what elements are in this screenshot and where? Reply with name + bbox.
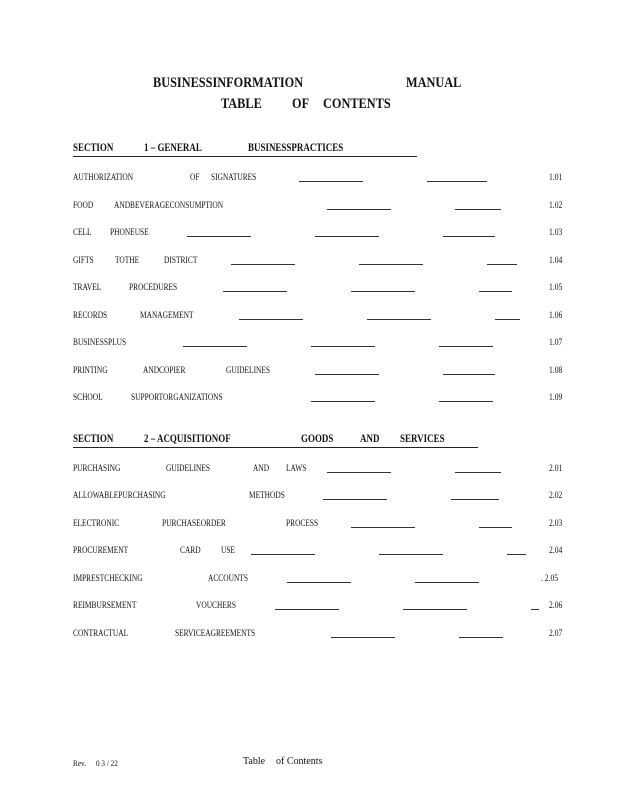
- entry-text-part: TOTHE: [115, 256, 140, 266]
- entry-text-part: FOOD: [73, 201, 94, 211]
- leader-line: [315, 236, 379, 237]
- leader-line: [479, 527, 512, 528]
- leader-line: [415, 582, 479, 583]
- entry-text-part: ALLOWABLEPURCHASING: [73, 491, 166, 501]
- leader-line: [427, 181, 487, 182]
- toc-title-word-2: OF: [292, 96, 310, 112]
- leader-line: [327, 209, 391, 210]
- manual-title-left: BUSINESSINFORMATION: [153, 75, 304, 91]
- section-2-heading-part-1: SECTION: [73, 433, 114, 445]
- toc-title-word-1: TABLE: [221, 96, 262, 112]
- entry-text-part: METHODS: [249, 491, 285, 501]
- page-number: 1.04: [549, 256, 563, 266]
- leader-line: [251, 554, 315, 555]
- page-number: 1.05: [549, 283, 563, 293]
- page-number: 1.03: [549, 228, 563, 238]
- section-2-heading-part-3: GOODS: [301, 433, 334, 445]
- entry-text-part: ACCOUNTS: [208, 574, 248, 584]
- entry-text-part: AND: [253, 464, 270, 474]
- entry-text-part: TRAVEL: [73, 283, 102, 293]
- leader-line: [359, 264, 423, 265]
- page-number: 2.07: [549, 629, 563, 639]
- footer-rev-date: 0 3 / 22: [96, 758, 118, 768]
- leader-line: [403, 609, 467, 610]
- entry-text-part: MANAGEMENT: [140, 311, 194, 321]
- section-2-underline: [73, 447, 478, 448]
- entry-text-part: BUSINESSPLUS: [73, 338, 127, 348]
- leader-line: [479, 291, 512, 292]
- page-number: 2.06: [549, 601, 563, 611]
- entry-text-part: PROCESS: [286, 519, 319, 529]
- footer-rev-label: Rev.: [73, 758, 86, 768]
- leader-line: [439, 401, 493, 402]
- section-2-heading-part-4: AND: [360, 433, 380, 445]
- section-1-heading-part-3: BUSINESSPRACTICES: [248, 142, 344, 154]
- leader-line: [351, 527, 415, 528]
- entry-text-part: GUIDELINES: [166, 464, 211, 474]
- leader-line: [311, 346, 375, 347]
- leader-line: [459, 637, 503, 638]
- leader-line: [187, 236, 251, 237]
- entry-text-part: DISTRICT: [164, 256, 198, 266]
- leader-line: [299, 181, 363, 182]
- leader-line: [311, 401, 375, 402]
- entry-text-part: SCHOOL: [73, 393, 103, 403]
- leader-line: [231, 264, 295, 265]
- entry-text-part: OF: [190, 173, 200, 183]
- entry-text-part: SERVICEAGREEMENTS: [175, 629, 256, 639]
- entry-text-part: VOUCHERS: [196, 601, 236, 611]
- section-1-underline: [73, 156, 417, 157]
- page-number: 1.08: [549, 366, 563, 376]
- leader-line: [327, 472, 391, 473]
- page-number: . 2.05: [541, 574, 559, 584]
- entry-text-part: CELL: [73, 228, 92, 238]
- leader-line: [239, 319, 303, 320]
- entry-text-part: LAWS: [286, 464, 307, 474]
- entry-text-part: PROCEDURES: [129, 283, 178, 293]
- leader-line: [351, 291, 415, 292]
- entry-text-part: PRINTING: [73, 366, 108, 376]
- leader-line: [367, 319, 431, 320]
- entry-text-part: REIMBURSEMENT: [73, 601, 137, 611]
- page-number: 2.02: [549, 491, 563, 501]
- leader-line: [323, 499, 387, 500]
- leader-line: [315, 374, 379, 375]
- leader-line: [379, 554, 443, 555]
- toc-title-word-3: CONTENTS: [323, 96, 391, 112]
- leader-line: [455, 209, 501, 210]
- entry-text-part: PROCUREMENT: [73, 546, 129, 556]
- leader-line: [223, 291, 287, 292]
- section-1-heading-part-1: SECTION: [73, 142, 114, 154]
- entry-text-part: IMPRESTCHECKING: [73, 574, 143, 584]
- entry-text-part: ANDCOPIER: [143, 366, 186, 376]
- entry-text-part: CONTRACTUAL: [73, 629, 129, 639]
- leader-line: [455, 472, 501, 473]
- page-number: 2.03: [549, 519, 563, 529]
- leader-line: [443, 374, 495, 375]
- entry-text-part: SUPPORTORGANIZATIONS: [131, 393, 223, 403]
- manual-title-right: MANUAL: [406, 75, 462, 91]
- entry-text-part: USE: [221, 546, 236, 556]
- page-number: 1.07: [549, 338, 563, 348]
- entry-text-part: ANDBEVERAGECONSUMPTION: [114, 201, 224, 211]
- page-number: 1.09: [549, 393, 563, 403]
- section-2-heading-part-5: SERVICES: [400, 433, 445, 445]
- footer-title-word-2: of Contents: [276, 756, 323, 767]
- entry-text-part: RECORDS: [73, 311, 108, 321]
- leader-line: [275, 609, 339, 610]
- leader-line: [507, 554, 526, 555]
- entry-text-part: PURCHASEORDER: [162, 519, 226, 529]
- entry-text-part: GUIDELINES: [226, 366, 271, 376]
- entry-text-part: SIGNATURES: [211, 173, 257, 183]
- leader-line: [451, 499, 499, 500]
- page-number: 1.02: [549, 201, 563, 211]
- leader-line: [439, 346, 493, 347]
- entry-text-part: AUTHORIZATION: [73, 173, 134, 183]
- page-number: 2.04: [549, 546, 563, 556]
- section-2-heading-part-2: 2 – ACQUISITIONOF: [144, 433, 231, 445]
- leader-line: [443, 236, 495, 237]
- leader-line: [183, 346, 247, 347]
- entry-text-part: PURCHASING: [73, 464, 121, 474]
- leader-line: [487, 264, 517, 265]
- entry-text-part: ELECTRONIC: [73, 519, 120, 529]
- section-1-heading-part-2: 1 – GENERAL: [144, 142, 202, 154]
- page-number: 1.06: [549, 311, 563, 321]
- page-number: 1.01: [549, 173, 563, 183]
- leader-line: [287, 582, 351, 583]
- entry-text-part: GIFTS: [73, 256, 94, 266]
- page-number: 2.01: [549, 464, 563, 474]
- footer-title-word-1: Table: [243, 756, 266, 767]
- entry-text-part: CARD: [180, 546, 201, 556]
- leader-line: [531, 609, 539, 610]
- leader-line: [331, 637, 395, 638]
- entry-text-part: PHONEUSE: [110, 228, 149, 238]
- leader-line: [495, 319, 520, 320]
